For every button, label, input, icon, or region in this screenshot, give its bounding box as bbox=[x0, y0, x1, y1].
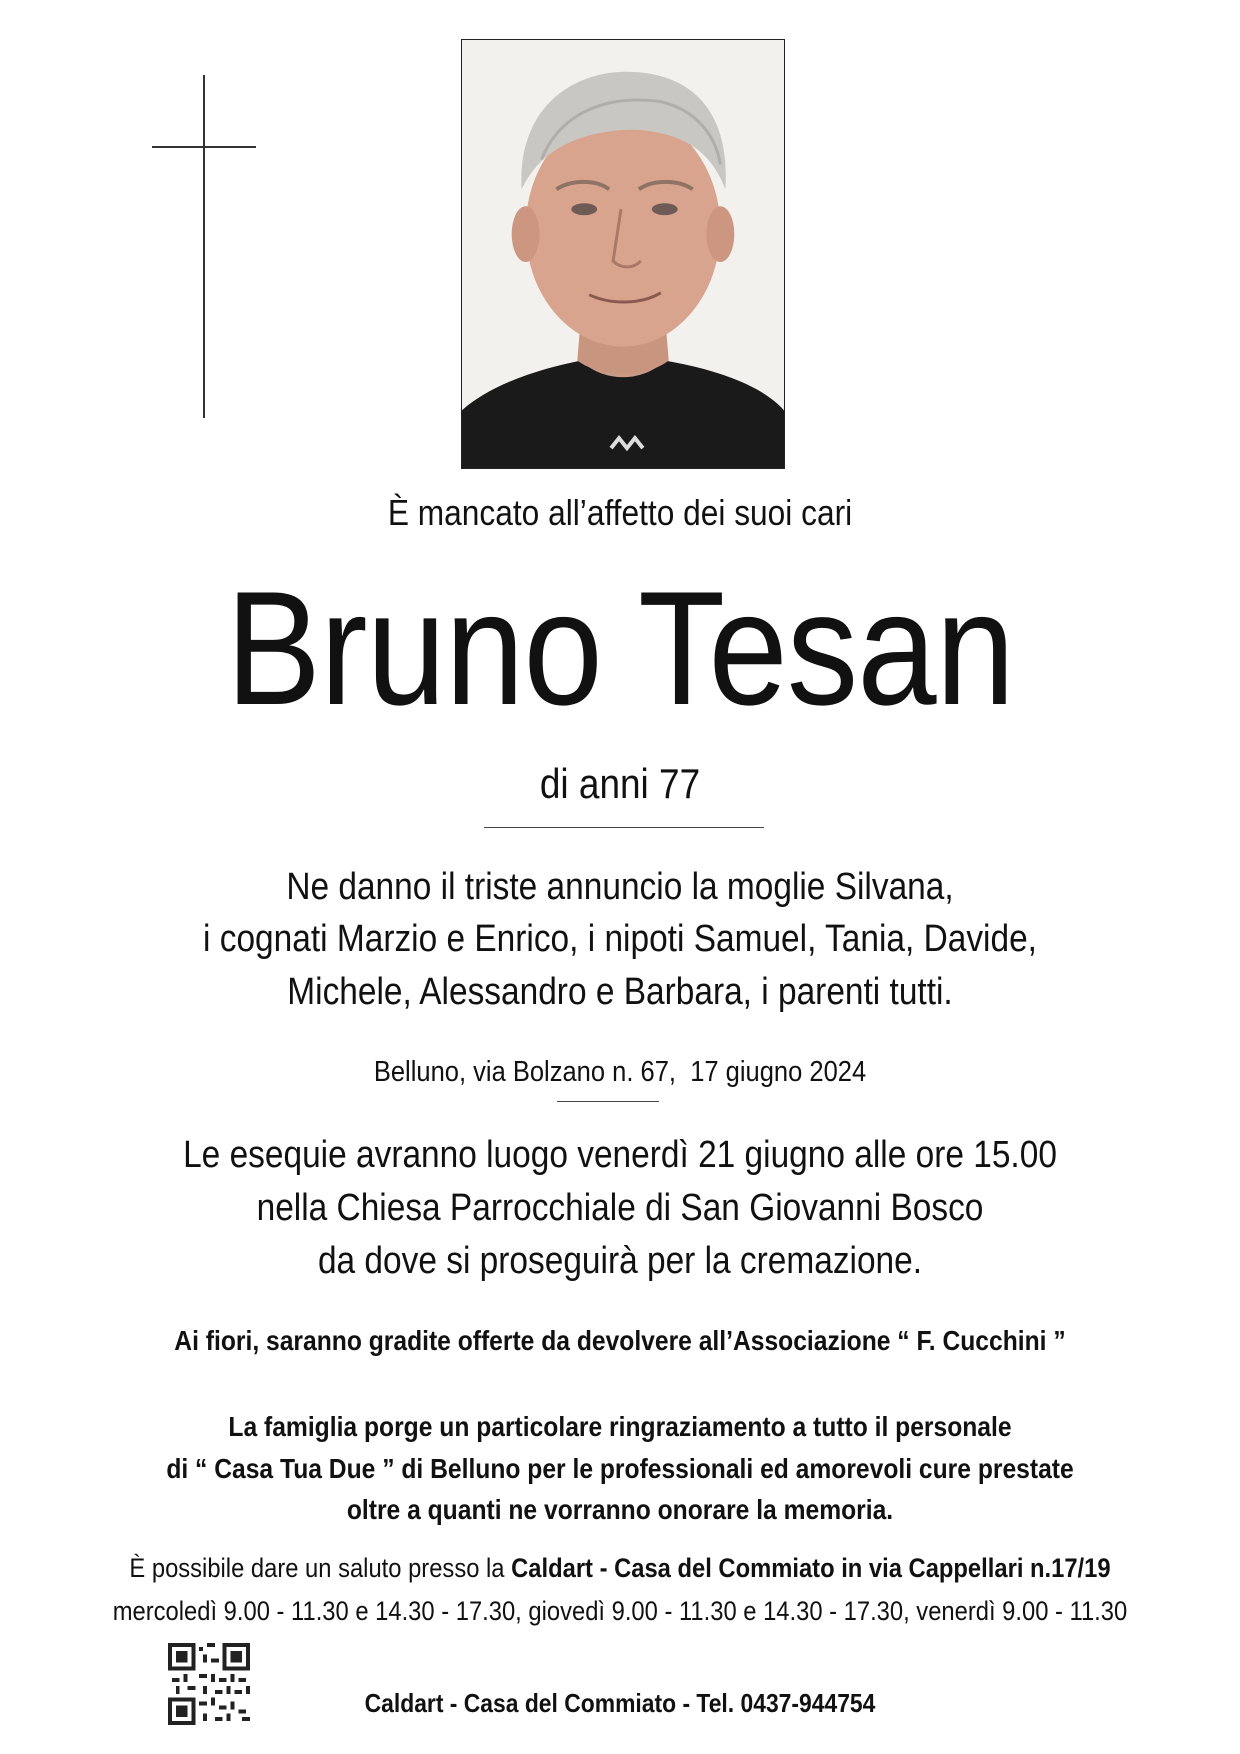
visitation-location: Caldart - Casa del Commiato in via Cappellari n.17/19 bbox=[511, 1553, 1111, 1583]
intro-text: È mancato all’affetto dei suoi cari bbox=[387, 492, 853, 533]
divider bbox=[557, 1101, 659, 1102]
age-text: di anni 77 bbox=[539, 760, 701, 807]
portrait-photo bbox=[461, 39, 785, 469]
portrait-illustration bbox=[462, 40, 784, 468]
family-line: i cognati Marzio e Enrico, i nipoti Samuel, Tania, Davide, bbox=[203, 918, 1037, 960]
funeral-info-line: nella Chiesa Parrocchiale di San Giovanni Bosco bbox=[256, 1187, 984, 1229]
visitation-info bbox=[74, 1553, 1165, 1584]
donation-note: Ai fiori, saranno gradite offerte da devolvere all’Associazione “ F. Cucchini ” bbox=[174, 1325, 1066, 1356]
place-date: Belluno, via Bolzano n. 67, 17 giugno 2024 bbox=[373, 1056, 867, 1088]
footer-contact: Caldart - Casa del Commiato - Tel. 0437-944754 bbox=[364, 1688, 876, 1718]
thanks-line: La famiglia porge un particolare ringraziamento a tutto il personale bbox=[228, 1411, 1012, 1442]
family-line: Michele, Alessandro e Barbara, i parenti tutti. bbox=[287, 971, 953, 1013]
divider bbox=[484, 827, 764, 828]
funeral-info-line: Le esequie avranno luogo venerdì 21 giugno alle ore 15.00 bbox=[183, 1134, 1057, 1176]
thanks-line: di “ Casa Tua Due ” di Belluno per le professionali ed amorevoli cure prestate bbox=[166, 1453, 1074, 1484]
deceased-name: Bruno Tesan bbox=[225, 558, 1015, 739]
funeral-info-line: da dove si proseguirà per la cremazione. bbox=[317, 1240, 923, 1282]
thanks-line: oltre a quanti ne vorranno onorare la memoria. bbox=[346, 1494, 894, 1525]
visitation-hours: mercoledì 9.00 - 11.30 e 14.30 - 17.30, giovedì 9.00 - 11.30 e 14.30 - 17.30, venerdì 9.00 - 11.30 bbox=[112, 1596, 1128, 1626]
family-line: Ne danno il triste annuncio la moglie Silvana, bbox=[286, 866, 954, 908]
cross-horizontal-bar bbox=[152, 146, 256, 148]
visitation-prefix: È possibile dare un saluto presso la bbox=[129, 1553, 512, 1583]
cross-vertical-bar bbox=[203, 75, 205, 418]
